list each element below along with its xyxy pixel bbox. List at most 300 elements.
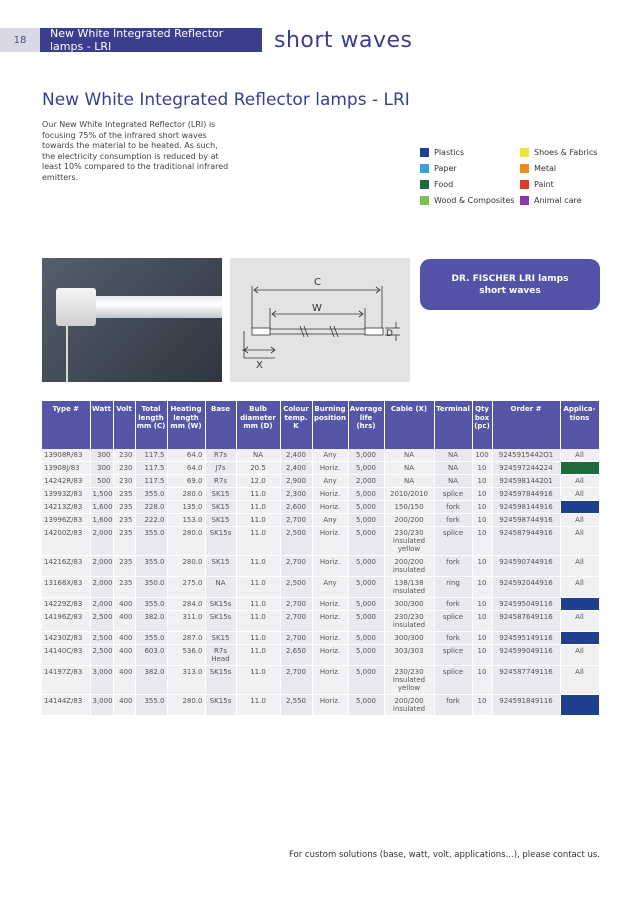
table-cell: 5,000 <box>348 632 384 645</box>
table-cell: All <box>560 488 599 501</box>
table-header-cell: Heating length mm (W) <box>167 401 205 449</box>
table-cell: 14216Z/83 <box>42 556 90 577</box>
table-cell: NA <box>434 449 472 462</box>
table-cell: 400 <box>113 611 135 632</box>
table-cell: 5,000 <box>348 577 384 598</box>
table-cell: 11.0 <box>236 645 280 666</box>
table-header-cell: Burning position <box>312 401 348 449</box>
legend-swatch <box>520 148 529 157</box>
table-row <box>42 488 599 501</box>
table-row <box>42 527 599 556</box>
table-cell: 230 <box>113 449 135 462</box>
table-cell <box>560 462 599 475</box>
table-cell: 2010/2010 <box>384 488 434 501</box>
table-cell: 280.0 <box>167 527 205 556</box>
table-cell: 2,700 <box>280 632 312 645</box>
table-header-cell: Order # <box>492 401 560 449</box>
table-row <box>42 475 599 488</box>
table-cell: Horiz. <box>312 666 348 695</box>
table-cell: 228.0 <box>135 501 167 514</box>
table-cell: Horiz. <box>312 598 348 611</box>
legend-label: Plastics <box>434 148 465 157</box>
table-cell <box>560 598 599 611</box>
section-title: short waves <box>274 28 413 53</box>
legend-swatch <box>420 164 429 173</box>
legend-swatch <box>520 196 529 205</box>
table-header-cell: Average life (hrs) <box>348 401 384 449</box>
table-cell: 280.0 <box>167 695 205 716</box>
table-cell: SK15s <box>205 611 236 632</box>
table-cell: 287.0 <box>167 632 205 645</box>
table-cell: 10 <box>472 475 492 488</box>
table-cell: SK15s <box>205 666 236 695</box>
table-cell: 2,000 <box>90 598 113 611</box>
table-cell: 222.0 <box>135 514 167 527</box>
legend-item <box>520 180 620 189</box>
legend-label: Food <box>434 180 454 189</box>
table-cell: 11.0 <box>236 577 280 598</box>
table-cell: 924590744916 <box>492 556 560 577</box>
table-cell: All <box>560 475 599 488</box>
table-cell: R7s <box>205 475 236 488</box>
lamp-tube <box>94 296 222 318</box>
legend-item <box>420 148 520 157</box>
header-bar <box>0 28 262 52</box>
table-cell: 924598744916 <box>492 514 560 527</box>
table-cell: 2,300 <box>280 488 312 501</box>
footer-note: For custom solutions (base, watt, volt, applications...), please contact us. <box>288 850 600 860</box>
table-cell: 355.0 <box>135 527 167 556</box>
dimension-diagram <box>230 258 410 382</box>
callout-line-2: short waves <box>479 285 541 296</box>
table-cell: 69.0 <box>167 475 205 488</box>
table-cell: splice <box>434 645 472 666</box>
table-cell: 5,000 <box>348 449 384 462</box>
table-header-row <box>42 401 599 449</box>
table-cell: 11.0 <box>236 556 280 577</box>
table-cell: All <box>560 514 599 527</box>
table-cell: fork <box>434 598 472 611</box>
table-cell: 10 <box>472 666 492 695</box>
table-cell: 230/230 insulated yellow <box>384 666 434 695</box>
table-cell: 5,000 <box>348 527 384 556</box>
table-cell: NA <box>384 475 434 488</box>
table-cell: 275.0 <box>167 577 205 598</box>
table-header-cell: Cable (X) <box>384 401 434 449</box>
table-cell: Any <box>312 514 348 527</box>
table-cell: splice <box>434 527 472 556</box>
table-cell: 14196Z/83 <box>42 611 90 632</box>
table-cell: Horiz. <box>312 611 348 632</box>
table-cell: 235 <box>113 514 135 527</box>
table-cell: 10 <box>472 598 492 611</box>
table-cell: 153.0 <box>167 514 205 527</box>
table-cell: fork <box>434 501 472 514</box>
table-row <box>42 645 599 666</box>
table-row <box>42 449 599 462</box>
table-cell: 300/300 <box>384 632 434 645</box>
table-cell: SK15 <box>205 501 236 514</box>
table-cell: 500 <box>90 475 113 488</box>
table-header-cell: Base <box>205 401 236 449</box>
table-cell: 280.0 <box>167 488 205 501</box>
table-cell: 924595149116 <box>492 632 560 645</box>
table-header-cell: Terminal <box>434 401 472 449</box>
table-cell: 64.0 <box>167 462 205 475</box>
table-cell: 603.0 <box>135 645 167 666</box>
table-cell: 355.0 <box>135 556 167 577</box>
table-cell: Horiz. <box>312 462 348 475</box>
table-cell: splice <box>434 488 472 501</box>
table-row <box>42 501 599 514</box>
table-cell: 924591849116 <box>492 695 560 716</box>
table-row <box>42 462 599 475</box>
page-number: 18 <box>0 28 40 52</box>
table-cell: NA <box>434 462 472 475</box>
table-cell: 2,700 <box>280 556 312 577</box>
table-cell: 10 <box>472 577 492 598</box>
legend-item <box>520 164 620 173</box>
table-cell: 235 <box>113 488 135 501</box>
legend-item <box>420 164 520 173</box>
table-header-cell: Volt <box>113 401 135 449</box>
table-cell: 13908R/83 <box>42 449 90 462</box>
table-cell: 355.0 <box>135 695 167 716</box>
table-cell: 13168X/83 <box>42 577 90 598</box>
diagram-label-c: C <box>314 277 321 288</box>
legend-swatch <box>520 180 529 189</box>
table-cell: 200/200 insulated <box>384 556 434 577</box>
table-cell: 200/200 insulated <box>384 695 434 716</box>
legend-swatch <box>420 196 429 205</box>
table-cell: 2,000 <box>90 556 113 577</box>
table-cell: 5,000 <box>348 514 384 527</box>
table-cell: 11.0 <box>236 695 280 716</box>
table-cell: 10 <box>472 514 492 527</box>
table-cell: 117.5 <box>135 462 167 475</box>
table-cell: 14144Z/83 <box>42 695 90 716</box>
table-row <box>42 695 599 716</box>
table-row <box>42 556 599 577</box>
specification-table <box>42 401 600 716</box>
table-row <box>42 577 599 598</box>
table-cell: 2,500 <box>90 611 113 632</box>
dimension-drawing <box>230 258 410 382</box>
table-cell: 400 <box>113 632 135 645</box>
table-cell: 400 <box>113 695 135 716</box>
table-cell: 5,000 <box>348 695 384 716</box>
table-row <box>42 632 599 645</box>
table-cell: 2,500 <box>90 632 113 645</box>
table-cell: 3,000 <box>90 695 113 716</box>
table-cell: 924587749116 <box>492 666 560 695</box>
table-cell: 303/303 <box>384 645 434 666</box>
table-cell: All <box>560 556 599 577</box>
table-cell: 3,000 <box>90 666 113 695</box>
table-cell <box>560 695 599 716</box>
table-cell: NA <box>384 449 434 462</box>
table-cell: 313.0 <box>167 666 205 695</box>
table-cell: 2,650 <box>280 645 312 666</box>
table-cell: SK15s <box>205 695 236 716</box>
table-cell: 230 <box>113 475 135 488</box>
legend-swatch <box>420 180 429 189</box>
table-cell: 924587944916 <box>492 527 560 556</box>
table-cell: 2,700 <box>280 611 312 632</box>
table-cell: Horiz. <box>312 695 348 716</box>
table-cell: R7s Head <box>205 645 236 666</box>
table-cell: 355.0 <box>135 598 167 611</box>
table-cell: fork <box>434 556 472 577</box>
diagram-label-d: D <box>386 329 393 339</box>
table-cell: 10 <box>472 488 492 501</box>
table-cell: Any <box>312 475 348 488</box>
diagram-label-x: X <box>256 360 263 371</box>
table-cell: SK15s <box>205 527 236 556</box>
table-cell: fork <box>434 632 472 645</box>
table-cell: 10 <box>472 632 492 645</box>
legend-swatch <box>420 148 429 157</box>
table-cell: 400 <box>113 645 135 666</box>
table-cell: 284.0 <box>167 598 205 611</box>
table-body <box>42 449 599 716</box>
table-cell: 235 <box>113 577 135 598</box>
table-cell: 14229Z/83 <box>42 598 90 611</box>
table-cell: 2,000 <box>348 475 384 488</box>
table-cell: 2,400 <box>280 462 312 475</box>
table-cell: Any <box>312 577 348 598</box>
table-cell: NA <box>205 577 236 598</box>
table-cell: SK15 <box>205 632 236 645</box>
table-cell: 117.5 <box>135 449 167 462</box>
table-cell: 10 <box>472 645 492 666</box>
table-cell: R7s <box>205 449 236 462</box>
table-cell: 10 <box>472 611 492 632</box>
legend-item <box>520 148 620 157</box>
table-cell: 11.0 <box>236 514 280 527</box>
table-cell: 5,000 <box>348 645 384 666</box>
table-cell: 400 <box>113 666 135 695</box>
table-cell: splice <box>434 611 472 632</box>
table-cell: 924595049116 <box>492 598 560 611</box>
table-cell: 400 <box>113 598 135 611</box>
table-cell: 200/200 <box>384 514 434 527</box>
table-cell: 14242R/83 <box>42 475 90 488</box>
page-title: New White Integrated Reflector lamps - LRI <box>42 90 410 110</box>
table-cell: 300/300 <box>384 598 434 611</box>
table-cell: All <box>560 645 599 666</box>
diagram-label-w: W <box>312 303 322 314</box>
table-cell: 100 <box>472 449 492 462</box>
table-cell: All <box>560 611 599 632</box>
table-cell: All <box>560 449 599 462</box>
table-cell: 2,700 <box>280 514 312 527</box>
table-cell: Horiz. <box>312 556 348 577</box>
table-cell: 10 <box>472 462 492 475</box>
legend-label: Metal <box>534 164 557 173</box>
table-cell: 14197Z/83 <box>42 666 90 695</box>
table-header-cell: Watt <box>90 401 113 449</box>
table-header-cell: Qty box (pc) <box>472 401 492 449</box>
table-row <box>42 514 599 527</box>
table-cell: 1,600 <box>90 514 113 527</box>
table-cell: NA <box>236 449 280 462</box>
table-cell: Horiz. <box>312 488 348 501</box>
applications-legend <box>420 148 620 205</box>
table-cell: 14140C/83 <box>42 645 90 666</box>
table-cell: 924597844916 <box>492 488 560 501</box>
table-cell: 2,900 <box>280 475 312 488</box>
table-cell: 924598144916 <box>492 501 560 514</box>
table-cell: All <box>560 666 599 695</box>
table-cell: 2,000 <box>90 527 113 556</box>
table-cell: 2,550 <box>280 695 312 716</box>
table-header-cell: Bulb diameter mm (D) <box>236 401 280 449</box>
table-cell: 311.0 <box>167 611 205 632</box>
table-cell: 2,400 <box>280 449 312 462</box>
table-cell: 230 <box>113 462 135 475</box>
table-cell: 5,000 <box>348 488 384 501</box>
table-cell: 300 <box>90 462 113 475</box>
legend-item <box>520 196 620 205</box>
table-cell: ring <box>434 577 472 598</box>
table-cell: 235 <box>113 556 135 577</box>
table-cell: 235 <box>113 527 135 556</box>
table-cell: J7s <box>205 462 236 475</box>
legend-label: Shoes & Fabrics <box>534 148 598 157</box>
table-cell: 10 <box>472 527 492 556</box>
table-cell: 382.0 <box>135 666 167 695</box>
table-cell <box>560 501 599 514</box>
table-row <box>42 666 599 695</box>
table-cell: 20.5 <box>236 462 280 475</box>
table-header-cell: Type # <box>42 401 90 449</box>
table-cell: 924598144201 <box>492 475 560 488</box>
table-cell: 1,500 <box>90 488 113 501</box>
table-cell: 355.0 <box>135 632 167 645</box>
table-cell: 10 <box>472 556 492 577</box>
table-cell: 235 <box>113 501 135 514</box>
table-cell: 14200Z/83 <box>42 527 90 556</box>
table-row <box>42 611 599 632</box>
table-cell: NA <box>434 475 472 488</box>
table-cell: All <box>560 527 599 556</box>
intro-paragraph: Our New White Integrated Reflector (LRI) is focusing 75% of the infrared short waves towards the material to be heated. As such, the electricity consumption is reduced by at least 10% compared to the traditional infrared emitters. <box>42 120 229 182</box>
table-cell: 2,000 <box>90 577 113 598</box>
table-cell: Horiz. <box>312 527 348 556</box>
table-cell: 10 <box>472 501 492 514</box>
legend-label: Paint <box>534 180 554 189</box>
table-cell: 11.0 <box>236 488 280 501</box>
table-cell: NA <box>384 462 434 475</box>
table-cell: 924599049116 <box>492 645 560 666</box>
table-cell: 11.0 <box>236 527 280 556</box>
table-cell: 14213Z/83 <box>42 501 90 514</box>
legend-swatch <box>520 164 529 173</box>
table-cell: 13996Z/83 <box>42 514 90 527</box>
table-header-cell: Total length mm (C) <box>135 401 167 449</box>
header-bar-title: New White Integrated Reflector lamps - LRI <box>40 28 262 52</box>
table-cell: 64.0 <box>167 449 205 462</box>
table-cell: SK15 <box>205 514 236 527</box>
table-cell: 117.5 <box>135 475 167 488</box>
lamp-wire <box>66 324 68 382</box>
table-cell: 10 <box>472 695 492 716</box>
table-header-cell: Colour temp. K <box>280 401 312 449</box>
table-cell: 382.0 <box>135 611 167 632</box>
table-cell: 11.0 <box>236 611 280 632</box>
table-cell: 230/230 insulated <box>384 611 434 632</box>
table-cell: 11.0 <box>236 666 280 695</box>
table-cell: 924597244224 <box>492 462 560 475</box>
table-cell: 2,700 <box>280 666 312 695</box>
table-header-cell: Applica-tions <box>560 401 599 449</box>
table-cell: 2,700 <box>280 598 312 611</box>
table-cell: fork <box>434 695 472 716</box>
table-cell: 5,000 <box>348 666 384 695</box>
table-cell: 11.0 <box>236 598 280 611</box>
table-cell: 14230Z/83 <box>42 632 90 645</box>
table-cell: SK15s <box>205 598 236 611</box>
table-cell: 2,500 <box>90 645 113 666</box>
table-row <box>42 598 599 611</box>
legend-item <box>420 180 520 189</box>
table-cell: 5,000 <box>348 501 384 514</box>
table-cell: 924592044916 <box>492 577 560 598</box>
table-cell: 13908J/83 <box>42 462 90 475</box>
table-cell: splice <box>434 666 472 695</box>
table-cell: 11.0 <box>236 632 280 645</box>
product-callout <box>420 259 600 310</box>
table-cell <box>560 632 599 645</box>
table-cell: 2,500 <box>280 527 312 556</box>
table-cell: 2,600 <box>280 501 312 514</box>
callout-line-1: DR. FISCHER LRI lamps <box>451 273 569 284</box>
table-cell: 1,600 <box>90 501 113 514</box>
table-cell: 300 <box>90 449 113 462</box>
table-cell: 13993Z/83 <box>42 488 90 501</box>
table-cell: SK15 <box>205 556 236 577</box>
table-cell: 924587649116 <box>492 611 560 632</box>
table-cell: Horiz. <box>312 632 348 645</box>
legend-label: Animal care <box>534 196 582 205</box>
table-cell: 355.0 <box>135 488 167 501</box>
table-cell: 135.0 <box>167 501 205 514</box>
legend-label: Wood & Composites <box>434 196 515 205</box>
table-cell: fork <box>434 514 472 527</box>
table-cell: 9245915442O1 <box>492 449 560 462</box>
table-cell: Horiz. <box>312 501 348 514</box>
table-cell: 5,000 <box>348 611 384 632</box>
table-cell: Any <box>312 449 348 462</box>
table-cell: 2,500 <box>280 577 312 598</box>
table-cell: 150/150 <box>384 501 434 514</box>
table-cell: Horiz. <box>312 645 348 666</box>
table-cell: 11.0 <box>236 501 280 514</box>
table-cell: 280.0 <box>167 556 205 577</box>
table-cell: 5,000 <box>348 556 384 577</box>
table-cell: SK15 <box>205 488 236 501</box>
legend-label: Paper <box>434 164 457 173</box>
table-cell: 138/138 insulated <box>384 577 434 598</box>
table-cell: 12.0 <box>236 475 280 488</box>
table-cell: All <box>560 577 599 598</box>
table-cell: 536.0 <box>167 645 205 666</box>
table-cell: 230/230 insulated yellow <box>384 527 434 556</box>
table-cell: 350.0 <box>135 577 167 598</box>
table-cell: 5,000 <box>348 462 384 475</box>
lamp-photo <box>42 258 222 382</box>
